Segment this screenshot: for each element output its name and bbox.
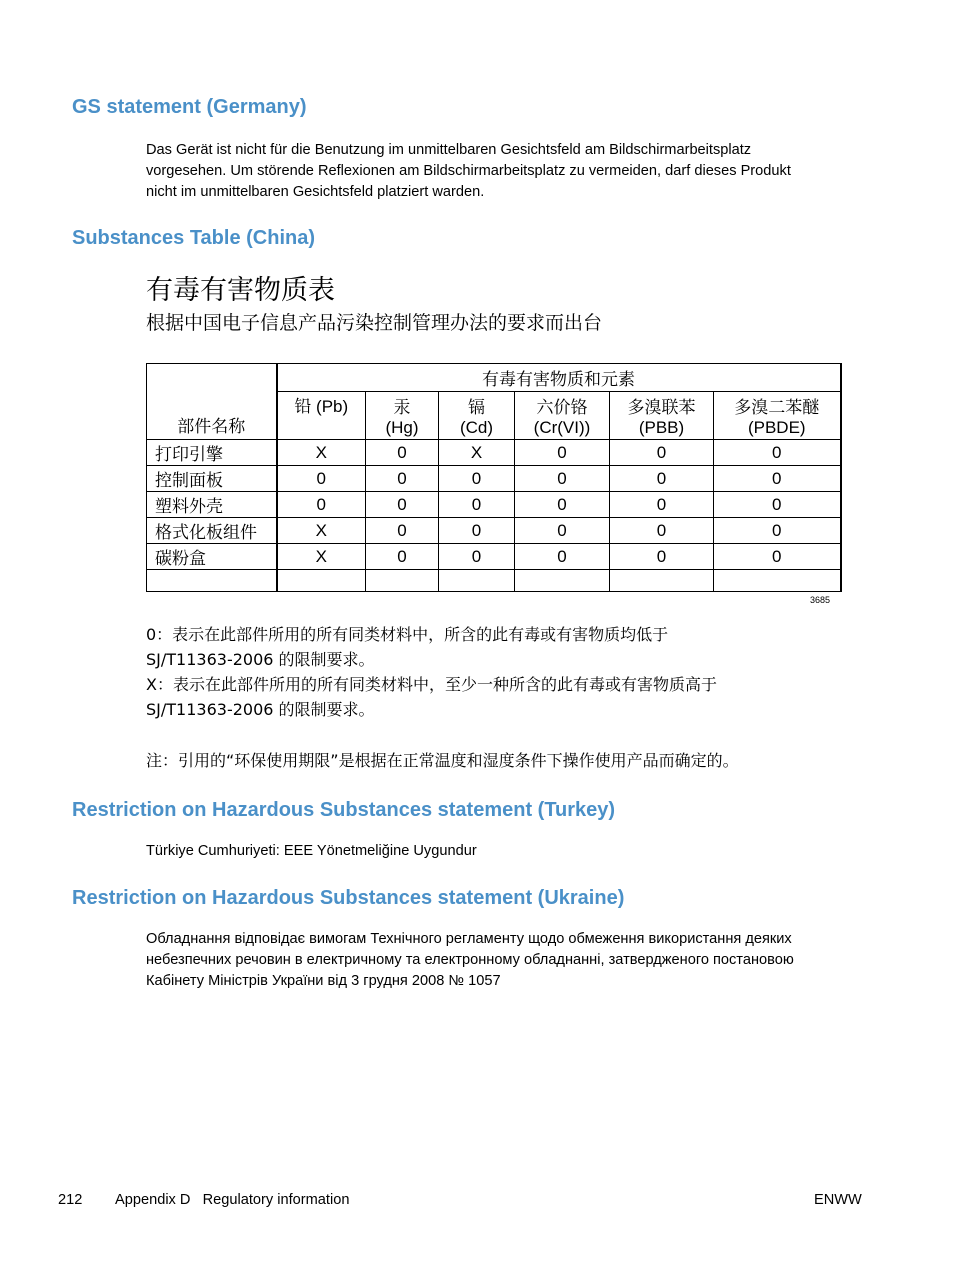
empty-cell xyxy=(714,570,841,592)
value-cell: 0 xyxy=(714,518,841,544)
value-cell: X xyxy=(277,544,366,570)
table-row xyxy=(147,492,841,518)
value-cell: 0 xyxy=(610,492,714,518)
value-cell: 0 xyxy=(366,440,439,466)
part-name-cell: 控制面板 xyxy=(147,466,277,492)
ukraine-line: небезпечних речовин в електричному та електронному обладнанні, затвердженого постановою xyxy=(146,952,794,968)
table-row xyxy=(147,544,841,570)
value-cell: 0 xyxy=(515,466,610,492)
substances-table xyxy=(146,363,842,592)
empty-cell xyxy=(439,570,515,592)
part-name-header: 部件名称 xyxy=(147,364,277,440)
value-cell: 0 xyxy=(439,466,515,492)
column-header-pbde: 多溴二苯醚 (PBDE) xyxy=(714,392,841,440)
ukraine-paragraph xyxy=(146,929,886,992)
germany-line: nicht im unmittelbaren Gesichtsfeld platziert warden. xyxy=(146,184,485,200)
table-row xyxy=(147,440,841,466)
table-row xyxy=(147,466,841,492)
germany-line: Das Gerät ist nicht für die Benutzung im unmittelbaren Gesichtsfeld am Bildschirmarbeitsplatz xyxy=(146,142,752,158)
page-number: 212 xyxy=(58,1192,83,1208)
value-cell: X xyxy=(439,440,515,466)
footer-right: ENWW xyxy=(814,1192,862,1208)
value-cell: 0 xyxy=(366,492,439,518)
value-cell: 0 xyxy=(515,518,610,544)
turkey-paragraph: Türkiye Cumhuriyeti: EEE Yönetmeliğine Uygundur xyxy=(146,843,477,859)
note-line: 0：表示在此部件所用的所有同类材料中，所含的此有毒或有害物质均低于 xyxy=(146,625,669,644)
value-cell: 0 xyxy=(439,492,515,518)
section-heading-turkey: Restriction on Hazardous Substances statement (Turkey) xyxy=(72,799,616,821)
empty-cell xyxy=(147,570,277,592)
substances-group-header: 有毒有害物质和元素 xyxy=(277,364,841,392)
column-header-cd: 镉 (Cd) xyxy=(439,392,515,440)
value-cell: 0 xyxy=(714,466,841,492)
value-cell: 0 xyxy=(714,492,841,518)
empty-cell xyxy=(366,570,439,592)
value-cell: 0 xyxy=(515,440,610,466)
section-heading-ukraine: Restriction on Hazardous Substances statement (Ukraine) xyxy=(72,887,625,909)
value-cell: 0 xyxy=(610,518,714,544)
value-cell: 0 xyxy=(515,492,610,518)
note-line: SJ/T11363-2006 的限制要求。 xyxy=(146,650,375,669)
value-cell: 0 xyxy=(610,544,714,570)
part-name-cell: 碳粉盒 xyxy=(147,544,277,570)
value-cell: X xyxy=(277,518,366,544)
part-name-cell: 格式化板组件 xyxy=(147,518,277,544)
value-cell: 0 xyxy=(714,544,841,570)
ukraine-line: Обладнання відповідає вимогам Технічного регламенту щодо обмеження використання деяких xyxy=(146,931,792,947)
table-footnote: 注：引用的“环保使用期限”是根据在正常温度和湿度条件下操作使用产品而确定的。 xyxy=(146,751,739,770)
germany-paragraph xyxy=(146,140,876,203)
figure-number: 3685 xyxy=(810,595,831,605)
part-name-cell: 打印引擎 xyxy=(147,440,277,466)
value-cell: 0 xyxy=(366,518,439,544)
empty-cell xyxy=(610,570,714,592)
value-cell: 0 xyxy=(610,440,714,466)
column-header-pb: 铅 (Pb) xyxy=(277,392,366,440)
table-row-empty xyxy=(147,570,841,592)
value-cell: 0 xyxy=(277,466,366,492)
column-header-crvi: 六价铬 (Cr(VI)) xyxy=(515,392,610,440)
table-notes xyxy=(146,622,717,722)
section-heading-china: Substances Table (China) xyxy=(72,227,316,249)
value-cell: 0 xyxy=(439,544,515,570)
value-cell: X xyxy=(277,440,366,466)
section-heading-germany: GS statement (Germany) xyxy=(72,96,307,118)
value-cell: 0 xyxy=(366,544,439,570)
value-cell: 0 xyxy=(515,544,610,570)
value-cell: 0 xyxy=(439,518,515,544)
empty-cell xyxy=(515,570,610,592)
value-cell: 0 xyxy=(714,440,841,466)
empty-cell xyxy=(277,570,366,592)
chapter-title: Appendix D Regulatory information xyxy=(115,1192,350,1208)
value-cell: 0 xyxy=(610,466,714,492)
note-line: X：表示在此部件所用的所有同类材料中，至少一种所含的此有毒或有害物质高于 xyxy=(146,675,717,694)
column-header-hg: 汞 (Hg) xyxy=(366,392,439,440)
china-table-title: 有毒有害物质表 xyxy=(146,275,335,306)
value-cell: 0 xyxy=(366,466,439,492)
part-name-cell: 塑料外壳 xyxy=(147,492,277,518)
column-header-pbb: 多溴联苯 (PBB) xyxy=(610,392,714,440)
note-line: SJ/T11363-2006 的限制要求。 xyxy=(146,700,375,719)
value-cell: 0 xyxy=(277,492,366,518)
ukraine-line: Кабінету Міністрів України від 3 грудня 2008 № 1057 xyxy=(146,973,501,989)
china-table-subtitle: 根据中国电子信息产品污染控制管理办法的要求而出台 xyxy=(146,312,603,334)
germany-line: vorgesehen. Um störende Reflexionen am Bildschirmarbeitsplatz zu vermeiden, darf dieses Produkt xyxy=(146,163,791,179)
table-row xyxy=(147,518,841,544)
